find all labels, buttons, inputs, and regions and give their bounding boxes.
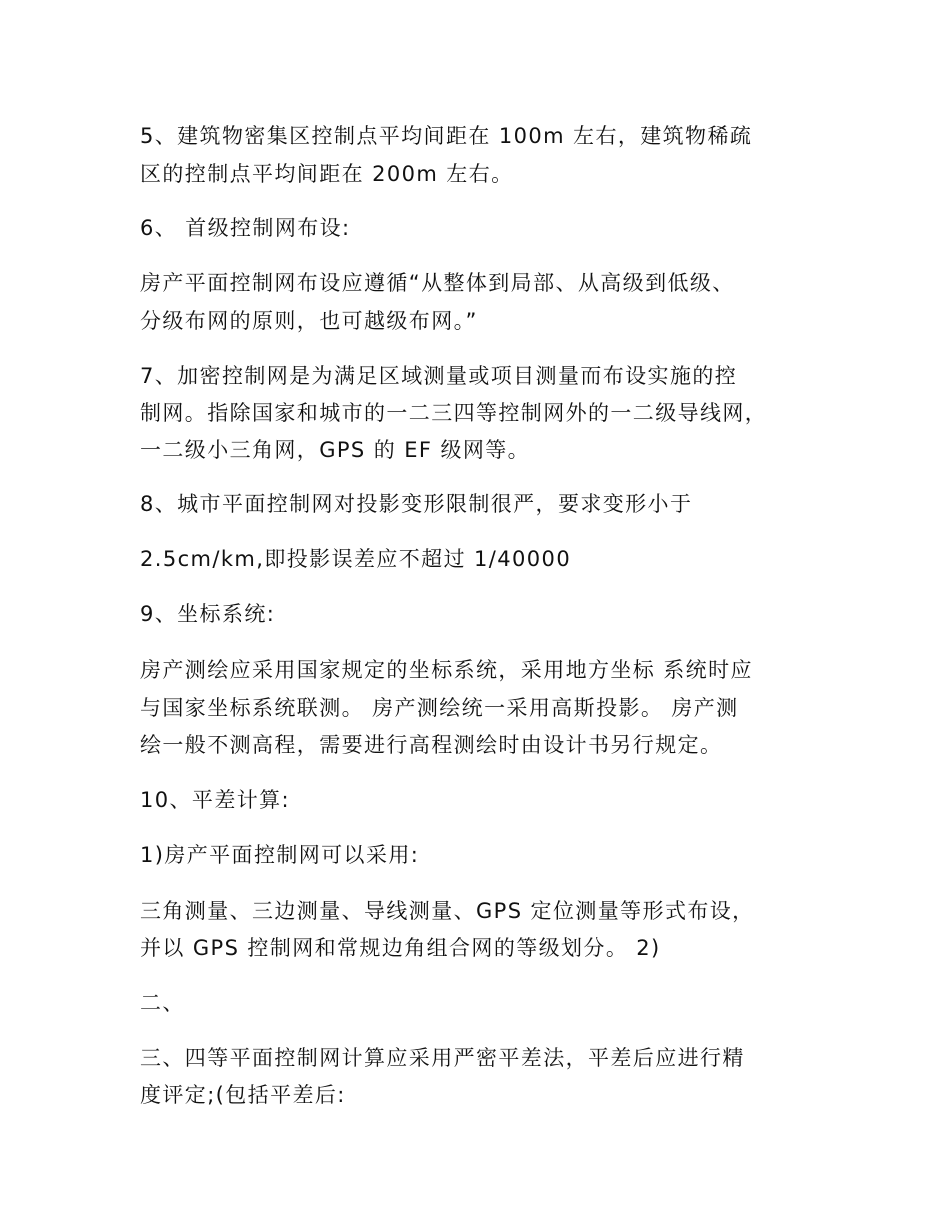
paragraph-6-body-line-1: 房产平面控制网布设应遵循“从整体到局部、从高级到低级、: [140, 271, 735, 295]
paragraph-9-body-line-3: 绘一般不测高程，需要进行高程测绘时由设计书另行规定。: [140, 733, 723, 757]
paragraph-7-line-1: 7、加密控制网是为满足区域测量或项目测量而布设实施的控: [140, 364, 738, 388]
paragraph-7-line-3: 一二级小三角网，GPS 的 EF 级网等。: [140, 438, 531, 462]
paragraph-8-line-1: 8、城市平面控制网对投影变形限制很严，要求变形小于: [140, 492, 693, 516]
paragraph-10-body-line-1: 三角测量、三边测量、导线测量、GPS 定位测量等形式布设，: [140, 899, 755, 923]
section-three-line-1: 三、四等平面控制网计算应采用严密平差法，平差后应进行精: [140, 1046, 745, 1070]
paragraph-10-body-line-2: 并以 GPS 控制网和常规边角组合网的等级划分。 2): [140, 936, 661, 960]
paragraph-10-item-1: 1)房产平面控制网可以采用:: [140, 843, 420, 867]
section-two-marker: 二、: [140, 991, 185, 1015]
paragraph-6-heading: 6、 首级控制网布设:: [140, 216, 351, 240]
paragraph-6-body-line-2: 分级布网的原则，也可越级布网。”: [140, 309, 478, 333]
paragraph-9-heading: 9、坐标系统:: [140, 602, 276, 626]
paragraph-5-line-1: 5、建筑物密集区控制点平均间距在 100m 左右，建筑物稀疏: [140, 124, 753, 148]
paragraph-5-line-2: 区的控制点平均间距在 200m 左右。: [140, 162, 514, 186]
section-three-line-2: 度评定;(包括平差后:: [140, 1083, 346, 1107]
paragraph-9-body-line-1: 房产测绘应采用国家规定的坐标系统，采用地方坐标 系统时应: [140, 658, 753, 682]
paragraph-7-line-2: 制网。指除国家和城市的一二三四等控制网外的一二级导线网，: [140, 401, 768, 425]
paragraph-10-heading: 10、平差计算:: [140, 788, 290, 812]
paragraph-9-body-line-2: 与国家坐标系统联测。 房产测绘统一采用高斯投影。 房产测: [140, 696, 739, 720]
paragraph-8-line-2: 2.5cm/km,即投影误差应不超过 1/40000: [140, 547, 572, 571]
